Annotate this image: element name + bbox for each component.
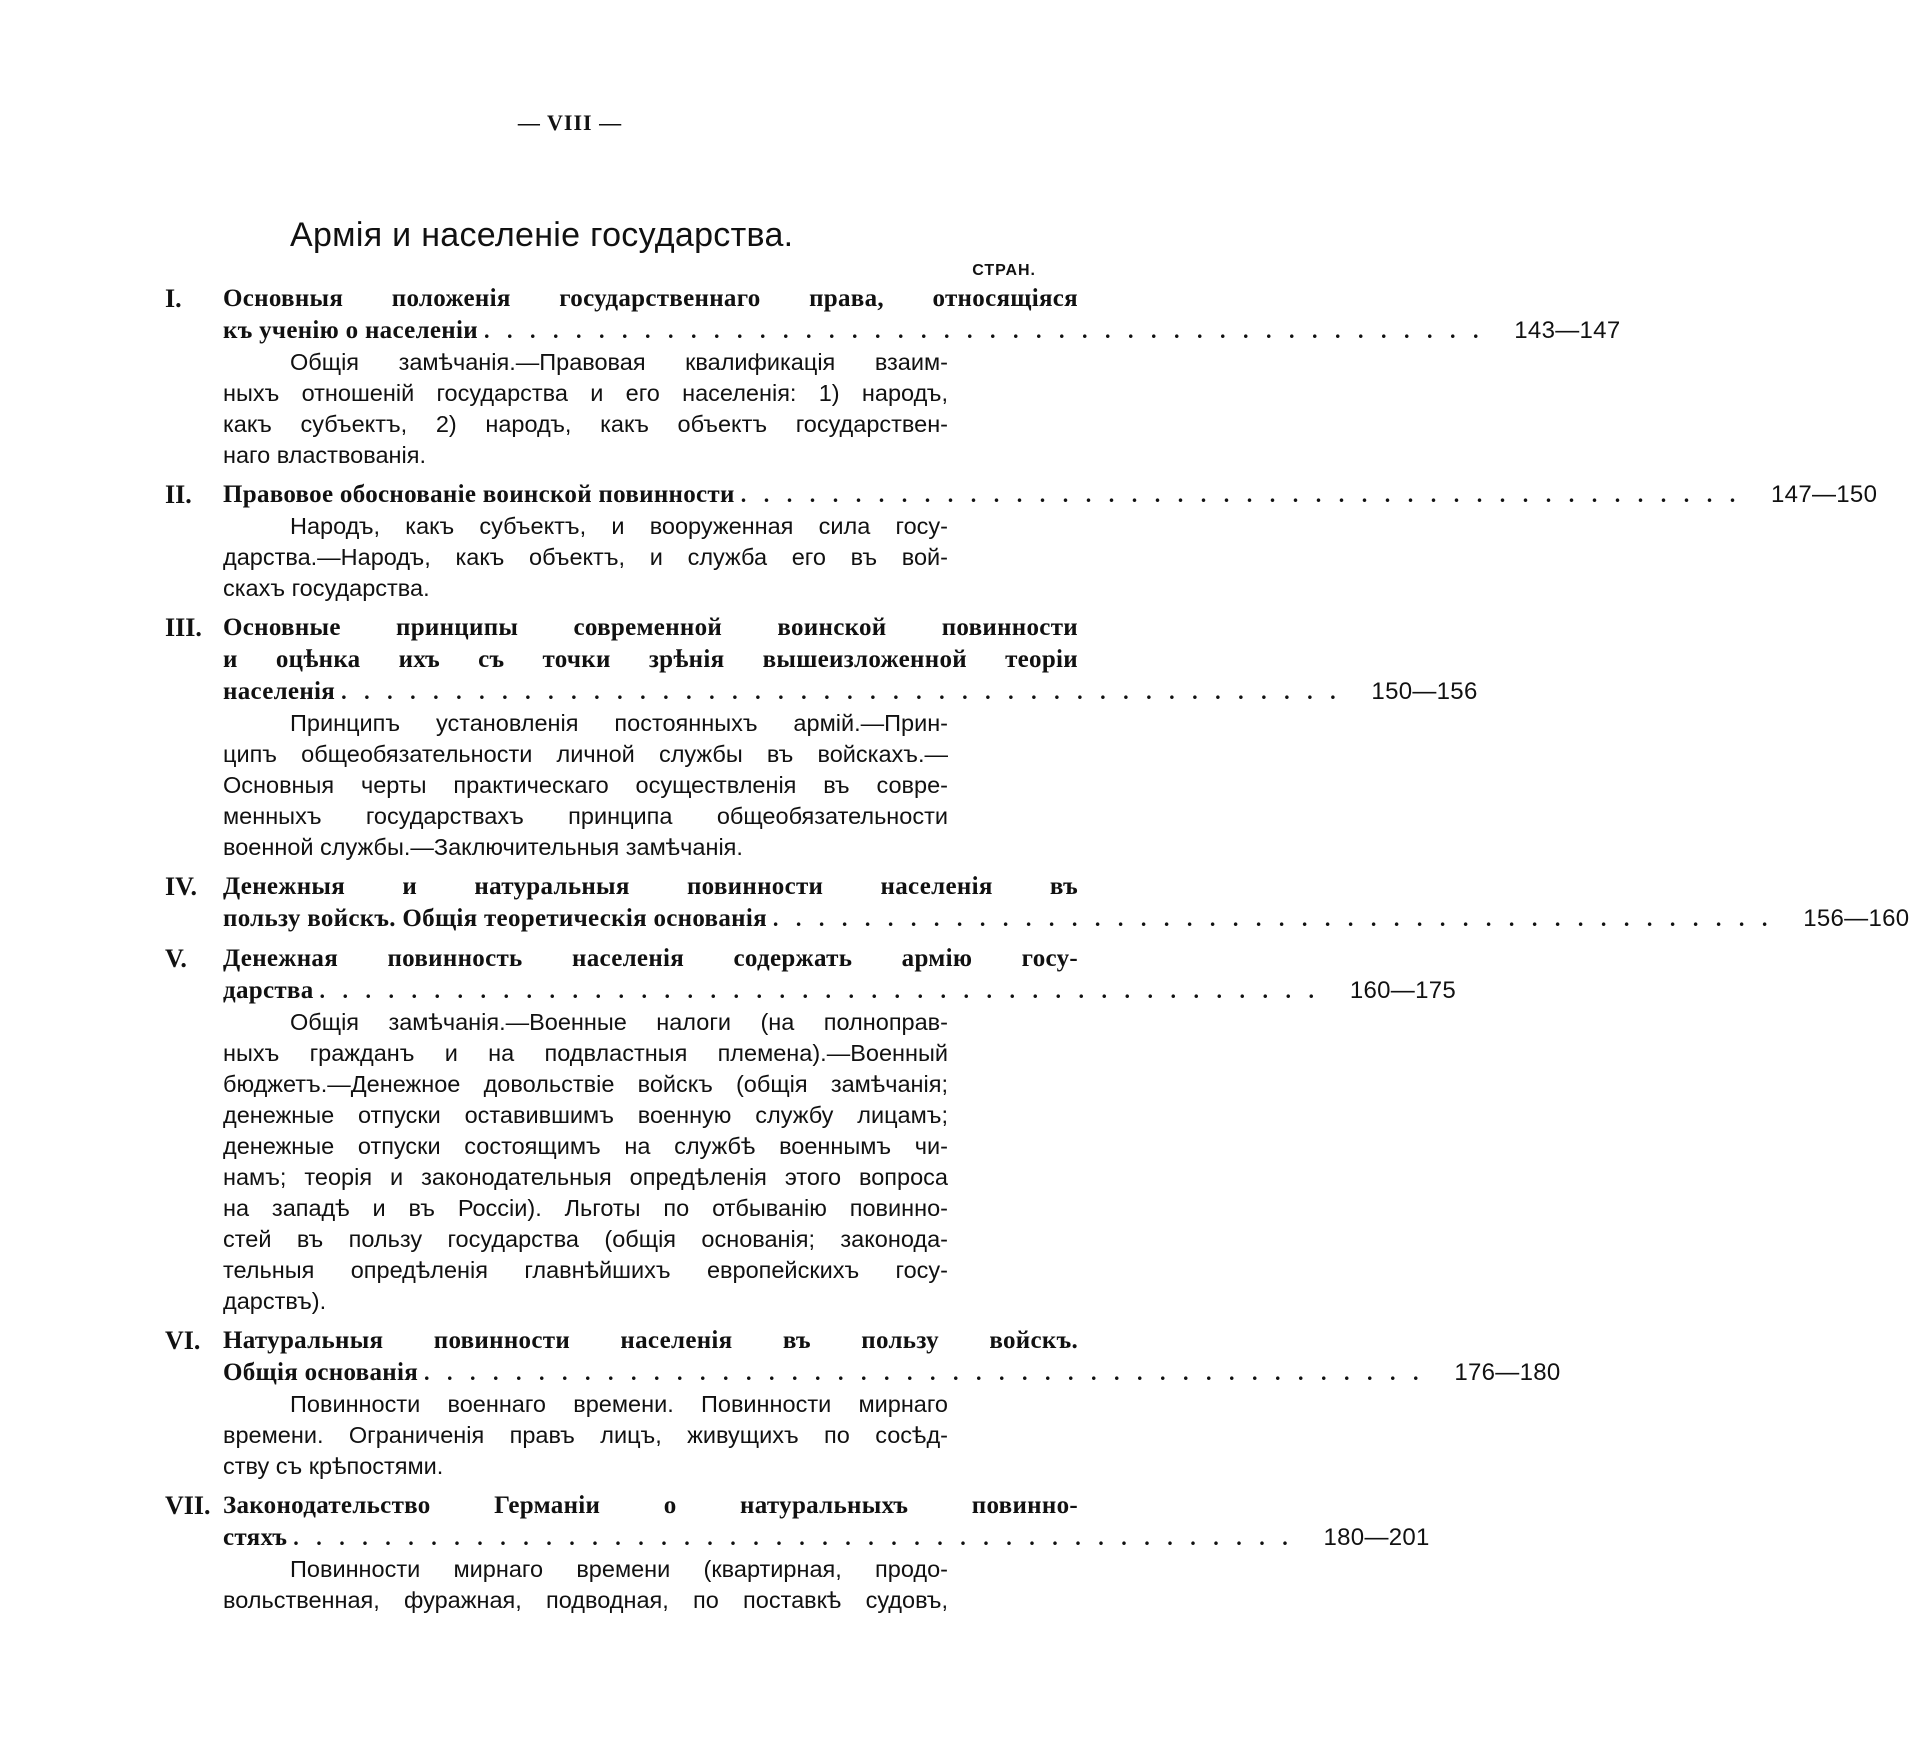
chapter-heading-line: Правовое обоснованіе воинской повинности (223, 481, 735, 508)
description-line: на западѣ и въ Россіи). Льготы по отбыванію повинно- (223, 1195, 948, 1221)
dot-leader: . . . . . . . . . . . . . . . . . . . . . . . . . . . . . . . . . . . . . . . . . . . . (341, 679, 1342, 704)
page-range: 147—150 (1771, 481, 1878, 508)
chapter-number: II. (165, 480, 192, 509)
chapter-heading (223, 943, 1457, 1007)
dot-leader: . . . . . . . . . . . . . . . . . . . . . . . . . . . . . . . . . . . . . . . . . . . . (483, 318, 1485, 343)
toc-entry (165, 612, 1478, 863)
description-line: ныхъ отношеній государства и его населенія: 1) народъ, (223, 380, 948, 406)
chapter-number: IV. (165, 872, 198, 901)
description-line: денежные отпуски оставившимъ военную службу лицамъ; (223, 1102, 948, 1128)
description-line: тельныя опредѣленія главнѣйшихъ европейскихъ госу- (223, 1257, 948, 1283)
chapter-number: III. (165, 613, 202, 642)
chapter-heading-line: дарства (223, 977, 314, 1004)
description-line: менныхъ государствахъ принципа общеобязательности (223, 803, 948, 829)
chapter-heading-line: населенія (223, 678, 336, 705)
chapter-description (223, 1554, 948, 1616)
page-range: 156—160 (1803, 905, 1909, 932)
description-line: дарствъ). (223, 1288, 327, 1314)
chapter-heading-line: стяхъ (223, 1524, 288, 1551)
chapter-heading (223, 1325, 1561, 1389)
description-line: денежные отпуски состоящимъ на службѣ военнымъ чи- (223, 1133, 948, 1159)
description-line: Общія замѣчанія.—Военные налоги (на полноправ- (290, 1009, 948, 1035)
description-line: ципъ общеобязательности личной службы въ войскахъ.— (223, 741, 948, 767)
chapter-description (223, 708, 948, 863)
description-line: бюджетъ.—Денежное довольствіе войскъ (общія замѣчанія; (223, 1071, 948, 1097)
chapter-number: V. (165, 944, 187, 973)
description-line: военной службы.—Заключительныя замѣчанія. (223, 834, 743, 860)
chapter-number: I. (165, 284, 182, 313)
description-line: Основныя черты практическаго осуществленія въ совре- (223, 772, 948, 798)
chapter-heading-line: къ ученію о населеніи (223, 317, 478, 344)
page-range: 150—156 (1371, 678, 1478, 705)
description-line: Повинности военнаго времени. Повинности мирнаго (290, 1391, 948, 1417)
page-number: — VIII — (517, 110, 623, 135)
chapter-heading-line: пользу войскъ. Общія теоретическія основанія (223, 905, 767, 932)
chapter-heading-line: Общія основанія (223, 1359, 419, 1386)
chapter-heading-line: Основныя положенія государственнаго права, относящіяся (223, 285, 1078, 312)
table-of-contents (165, 283, 1909, 1624)
chapter-heading-line: Денежная повинность населенія содержать армію госу- (223, 945, 1078, 972)
toc-entry (165, 943, 1457, 1317)
description-line: какъ субъектъ, 2) народъ, какъ объектъ государствен- (223, 411, 948, 437)
chapter-heading (223, 871, 1909, 935)
description-line: Народъ, какъ субъектъ, и вооруженная сила госу- (290, 513, 948, 539)
chapter-heading (223, 283, 1621, 347)
toc-entry (165, 1490, 1430, 1616)
toc-entry (165, 479, 1878, 604)
chapter-description (223, 1007, 948, 1317)
page-range: 176—180 (1454, 1359, 1561, 1386)
dot-leader: . . . . . . . . . . . . . . . . . . . . . . . . . . . . . . . . . . . . . . . . . . . . (772, 906, 1774, 931)
chapter-number: VI. (165, 1326, 201, 1355)
chapter-heading-line: Законодательство Германіи о натуральныхъ повинно- (223, 1492, 1078, 1519)
chapter-description (223, 511, 948, 604)
chapter-heading (223, 612, 1478, 708)
section-title: Армія и населеніе государства. (290, 216, 794, 254)
page-range: 180—201 (1323, 1524, 1430, 1551)
description-line: ству съ крѣпостями. (223, 1453, 444, 1479)
description-line: ныхъ гражданъ и на подвластныя племена).—Военный (223, 1040, 948, 1066)
chapter-heading-line: и оцѣнка ихъ съ точки зрѣнія вышеизложенной теоріи (223, 646, 1078, 673)
description-line: наго властвованія. (223, 442, 426, 468)
dot-leader: . . . . . . . . . . . . . . . . . . . . . . . . . . . . . . . . . . . . . . . . . . . . (424, 1360, 1425, 1385)
description-line: Принципъ установленія постоянныхъ армій.—Прин- (290, 710, 948, 736)
dot-leader: . . . . . . . . . . . . . . . . . . . . . . . . . . . . . . . . . . . . . . . . . . . . (740, 482, 1742, 507)
toc-entry (165, 283, 1621, 471)
page-range: 143—147 (1514, 317, 1621, 344)
description-line: вольственная, фуражная, подводная, по поставкѣ судовъ, (223, 1587, 948, 1613)
dot-leader: . . . . . . . . . . . . . . . . . . . . . . . . . . . . . . . . . . . . . . . . . . . . (293, 1525, 1294, 1550)
toc-entry (165, 1325, 1561, 1482)
chapter-description (223, 1389, 948, 1482)
description-line: Повинности мирнаго времени (квартирная, продо- (290, 1556, 948, 1582)
description-line: Общія замѣчанія.—Правовая квалификація взаим- (290, 349, 948, 375)
description-line: скахъ государства. (223, 575, 430, 601)
description-line: дарства.—Народъ, какъ объектъ, и служба его въ вой- (223, 544, 948, 570)
description-line: намъ; теорія и законодательныя опредѣленія этого вопроса (223, 1164, 948, 1190)
chapter-number: VII. (165, 1491, 211, 1520)
chapter-heading-line: Основные принципы современной воинской повинности (223, 614, 1078, 641)
dot-leader: . . . . . . . . . . . . . . . . . . . . . . . . . . . . . . . . . . . . . . . . . . . . (319, 978, 1321, 1003)
page-range: 160—175 (1349, 977, 1457, 1004)
toc-entry (165, 871, 1909, 935)
chapter-heading (223, 1490, 1430, 1554)
chapter-heading-line: Натуральныя повинности населенія въ пользу войскъ. (223, 1327, 1078, 1354)
chapter-heading-line: Денежныя и натуральныя повинности населенія въ (223, 873, 1078, 900)
chapter-heading (223, 479, 1878, 511)
chapter-description (223, 347, 948, 471)
description-line: стей въ пользу государства (общія основанія; законода- (223, 1226, 948, 1252)
pages-column-header: СТРАН. (972, 262, 1036, 279)
description-line: времени. Ограниченія правъ лицъ, живущихъ по сосѣд- (223, 1422, 948, 1448)
